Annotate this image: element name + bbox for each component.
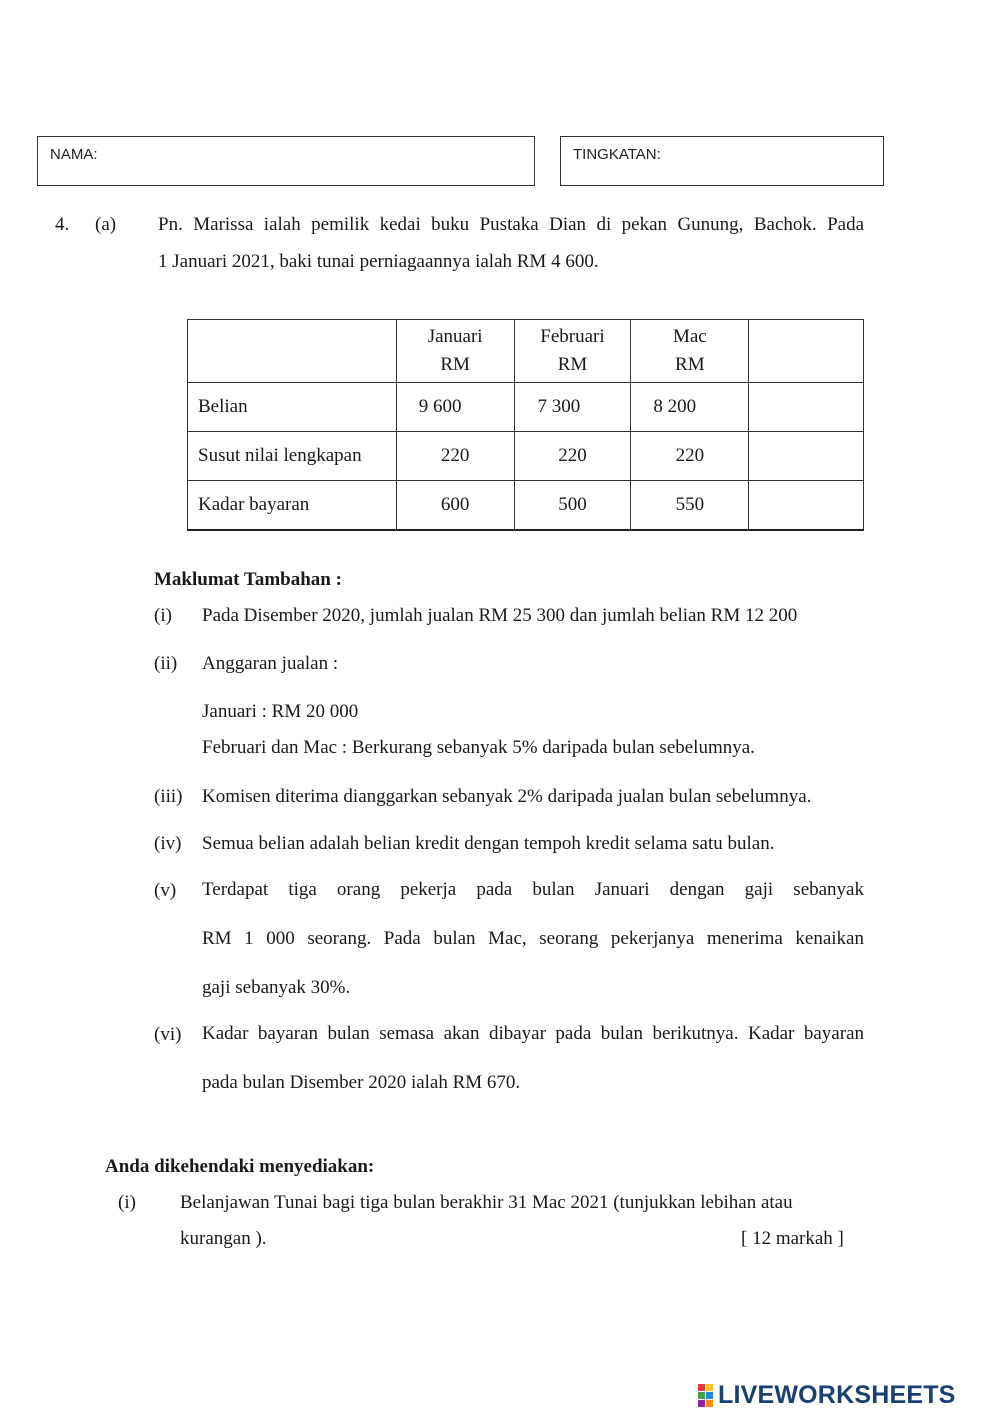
table-cell: 500 — [514, 481, 631, 531]
list-item: Januari : RM 20 000 — [202, 701, 359, 722]
task-line2: kurangan ). — [180, 1228, 267, 1249]
table-header-februari: Februari RM — [514, 320, 631, 383]
nama-label: NAMA: — [50, 146, 98, 163]
liveworksheets-logo — [698, 1380, 956, 1410]
logo-square — [698, 1400, 705, 1407]
list-item: gaji sebanyak 30%. — [202, 977, 351, 998]
table-header-januari: Januari RM — [396, 320, 514, 383]
tingkatan-field-box — [560, 136, 884, 186]
list-item: Anggaran jualan : — [202, 653, 339, 674]
question-number: 4. — [55, 214, 70, 235]
list-item: Februari dan Mac : Berkurang sebanyak 5% daripada bulan sebelumnya. — [202, 737, 755, 758]
tingkatan-input[interactable] — [671, 141, 875, 179]
item-number: (ii) — [154, 653, 178, 674]
task-number: (i) — [118, 1192, 136, 1213]
logo-square — [706, 1392, 713, 1399]
item-number: (v) — [154, 880, 177, 901]
additional-heading: Maklumat Tambahan : — [154, 569, 342, 590]
budget-table — [187, 319, 864, 531]
item-number: (iv) — [154, 833, 182, 854]
liveworksheets-logo-icon — [698, 1384, 713, 1407]
table-cell: 9 600 — [396, 383, 514, 432]
row-label-belian: Belian — [188, 383, 397, 432]
table-cell: 220 — [514, 432, 631, 481]
list-item: Semua belian adalah belian kredit dengan tempoh kredit selama satu bulan. — [202, 833, 775, 854]
list-item: RM 1 000 seorang. Pada bulan Mac, seorang pekerjanya menerima kenaikan — [202, 928, 864, 949]
table-cell: 550 — [631, 481, 749, 531]
table-cell: 220 — [396, 432, 514, 481]
table-cell-empty — [749, 383, 864, 432]
table-header-empty — [188, 320, 397, 383]
question-intro-line2: 1 Januari 2021, baki tunai perniagaannya ialah RM 4 600. — [158, 251, 599, 272]
question-part: (a) — [95, 214, 117, 235]
table-cell: 7 300 — [514, 383, 631, 432]
table-header-mac: Mac RM — [631, 320, 749, 383]
row-label-kadar-bayaran: Kadar bayaran — [188, 481, 397, 531]
table-header-row — [188, 320, 864, 383]
list-item: Pada Disember 2020, jumlah jualan RM 25 300 dan jumlah belian RM 12 200 — [202, 605, 798, 626]
task-line1: Belanjawan Tunai bagi tiga bulan berakhir 31 Mac 2021 (tunjukkan lebihan atau — [180, 1192, 793, 1213]
nama-input[interactable] — [108, 141, 526, 179]
logo-text: LIVEWORKSHEETS — [718, 1380, 956, 1409]
table-header-blank — [749, 320, 864, 383]
list-item: Kadar bayaran bulan semasa akan dibayar pada bulan berikutnya. Kadar bayaran — [202, 1023, 864, 1044]
list-item: Terdapat tiga orang pekerja pada bulan Januari dengan gaji sebanyak — [202, 879, 864, 900]
logo-square — [706, 1400, 713, 1407]
task-heading: Anda dikehendaki menyediakan: — [105, 1156, 375, 1177]
table-cell: 220 — [631, 432, 749, 481]
item-number: (vi) — [154, 1024, 182, 1045]
list-item: pada bulan Disember 2020 ialah RM 670. — [202, 1072, 521, 1093]
table-cell-empty — [749, 432, 864, 481]
logo-square — [698, 1384, 705, 1391]
list-item: Komisen diterima dianggarkan sebanyak 2% daripada jualan bulan sebelumnya. — [202, 786, 812, 807]
item-number: (iii) — [154, 786, 183, 807]
task-marks: [ 12 markah ] — [741, 1228, 844, 1249]
table-row — [188, 432, 864, 481]
row-label-susut-nilai: Susut nilai lengkapan — [188, 432, 397, 481]
tingkatan-label: TINGKATAN: — [573, 146, 661, 163]
table-row — [188, 481, 864, 531]
question-intro-line1: Pn. Marissa ialah pemilik kedai buku Pustaka Dian di pekan Gunung, Bachok. Pada — [158, 214, 864, 235]
logo-square — [698, 1392, 705, 1399]
table-cell: 600 — [396, 481, 514, 531]
nama-field-box — [37, 136, 535, 186]
table-cell-empty — [749, 481, 864, 531]
item-number: (i) — [154, 605, 172, 626]
table-cell: 8 200 — [631, 383, 749, 432]
table-row — [188, 383, 864, 432]
logo-square — [706, 1384, 713, 1391]
